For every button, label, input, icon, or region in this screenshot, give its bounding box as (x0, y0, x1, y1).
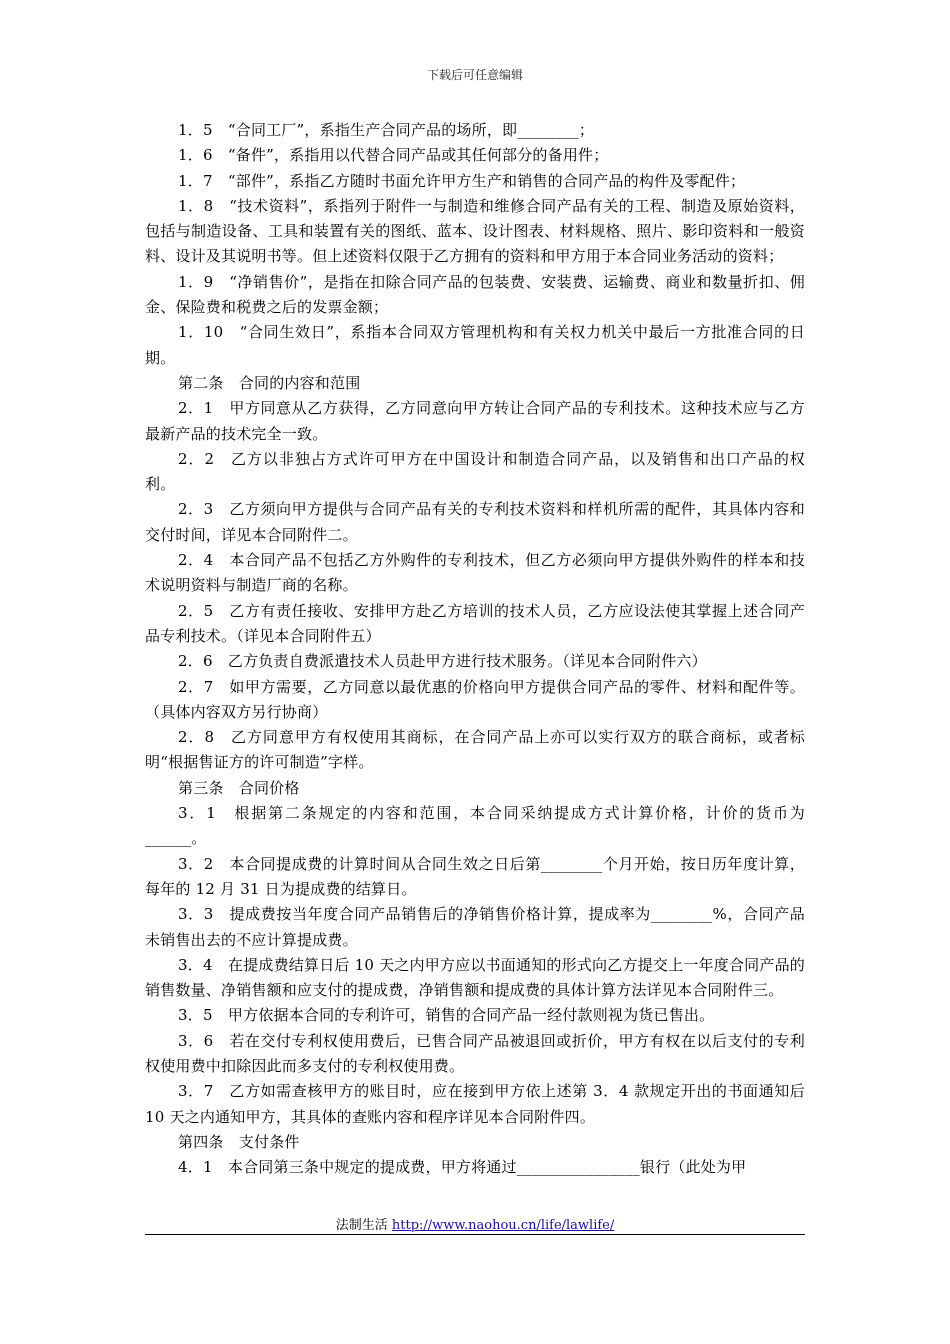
footer-divider (145, 1234, 805, 1235)
paragraph: 2．4 本合同产品不包括乙方外购件的专利技术，但乙方必须向甲方提供外购件的样本和技术说明资料与制造厂商的名称。 (145, 551, 805, 595)
section-heading: 第二条 合同的内容和范围 (178, 373, 361, 392)
paragraph: 3．6 若在交付专利权使用费后，已售合同产品被退回或折价，甲方有权在以后支付的专利权使用费中扣除因此而多支付的专利权使用费。 (145, 1031, 805, 1075)
section-heading: 第四条 支付条件 (178, 1132, 300, 1151)
paragraph: 3．5 甲方依据本合同的专利许可，销售的合同产品一经付款则视为货已售出。 (178, 1006, 715, 1025)
paragraph: 2．1 甲方同意从乙方获得，乙方同意向甲方转让合同产品的专利技术。这种技术应与乙方最新产品的技术完全一致。 (145, 399, 805, 443)
paragraph: 1．5 “合同工厂”，系指生产合同产品的场所，即________； (178, 121, 595, 139)
paragraph: 1．7 “部件”，系指乙方随时书面允许甲方生产和销售的合同产品的构件及零配件； (178, 171, 746, 190)
footer-label: 法制生活 (335, 1218, 388, 1233)
paragraph: 1．8 “技术资料”，系指列于附件一与制造和维修合同产品有关的工程、制造及原始资料，包括与制造设备、工具和装置有关的图纸、蓝本、设计图表、材料规格、照片、影印资料和一般资料、设计及其说明书等。但上述资料仅限于乙方拥有的资料和甲方用于本合同业务活动的资料； (145, 196, 805, 266)
paragraph: 3．2 本合同提成费的计算时间从合同生效之日后第________个月开始，按日历年度计算，每年的 12 月 31 日为提成费的结算日。 (145, 854, 805, 898)
paragraph: 1．9 “净销售价”，是指在扣除合同产品的包装费、安装费、运输费、商业和数量折扣、佣金、保险费和税费之后的发票金额； (145, 272, 805, 317)
page-footer (0, 1214, 950, 1233)
paragraph: 3．1 根据第二条规定的内容和范围，本合同采纳提成方式计算价格，计价的货币为______。 (145, 804, 805, 848)
paragraph: 1．6 “备件”，系指用以代替合同产品或其任何部分的备用件； (178, 146, 609, 165)
page-header: 下载后可任意编辑 (426, 68, 523, 82)
paragraph: 1．10 “合同生效日”，系指本合同双方管理机构和有关权力机关中最后一方批准合同的日期。 (145, 323, 805, 367)
paragraph: 4．1 本合同第三条中规定的提成费，甲方将通过________________银行（此处为甲 (178, 1158, 747, 1177)
paragraph: 2．6 乙方负责自费派遣技术人员赴甲方进行技术服务。（详见本合同附件六） (178, 652, 707, 671)
paragraph: 2．3 乙方须向甲方提供与合同产品有关的专利技术资料和样机所需的配件，其具体内容和交付时间，详见本合同附件二。 (145, 500, 805, 544)
section-heading: 第三条 合同价格 (178, 778, 300, 797)
paragraph: 2．8 乙方同意甲方有权使用其商标，在合同产品上亦可以实行双方的联合商标，或者标明“根据售证方的许可制造”字样。 (145, 728, 805, 772)
paragraph: 3．7 乙方如需查核甲方的账目时，应在接到甲方依上述第 3．4 款规定开出的书面通知后 10 天之内通知甲方，其具体的查账内容和程序详见本合同附件四。 (145, 1082, 805, 1126)
paragraph: 2．7 如甲方需要，乙方同意以最优惠的价格向甲方提供合同产品的零件、材料和配件等。（具体内容双方另行协商） (145, 677, 805, 721)
paragraph: 2．2 乙方以非独占方式许可甲方在中国设计和制造合同产品，以及销售和出口产品的权利。 (145, 449, 805, 494)
document-body (145, 118, 805, 1180)
paragraph: 2．5 乙方有责任接收、安排甲方赴乙方培训的技术人员，乙方应设法使其掌握上述合同产品专利技术。（详见本合同附件五） (145, 601, 805, 645)
footer-link[interactable]: http://www.naohou.cn/life/lawlife/ (391, 1218, 615, 1233)
paragraph: 3．4 在提成费结算日后 10 天之内甲方应以书面通知的形式向乙方提交上一年度合同产品的销售数量、净销售额和应支付的提成费，净销售额和提成费的具体计算方法详见本合同附件三。 (145, 955, 805, 1000)
paragraph: 3．3 提成费按当年度合同产品销售后的净销售价格计算，提成率为________%，合同产品未销售出去的不应计算提成费。 (145, 905, 805, 949)
